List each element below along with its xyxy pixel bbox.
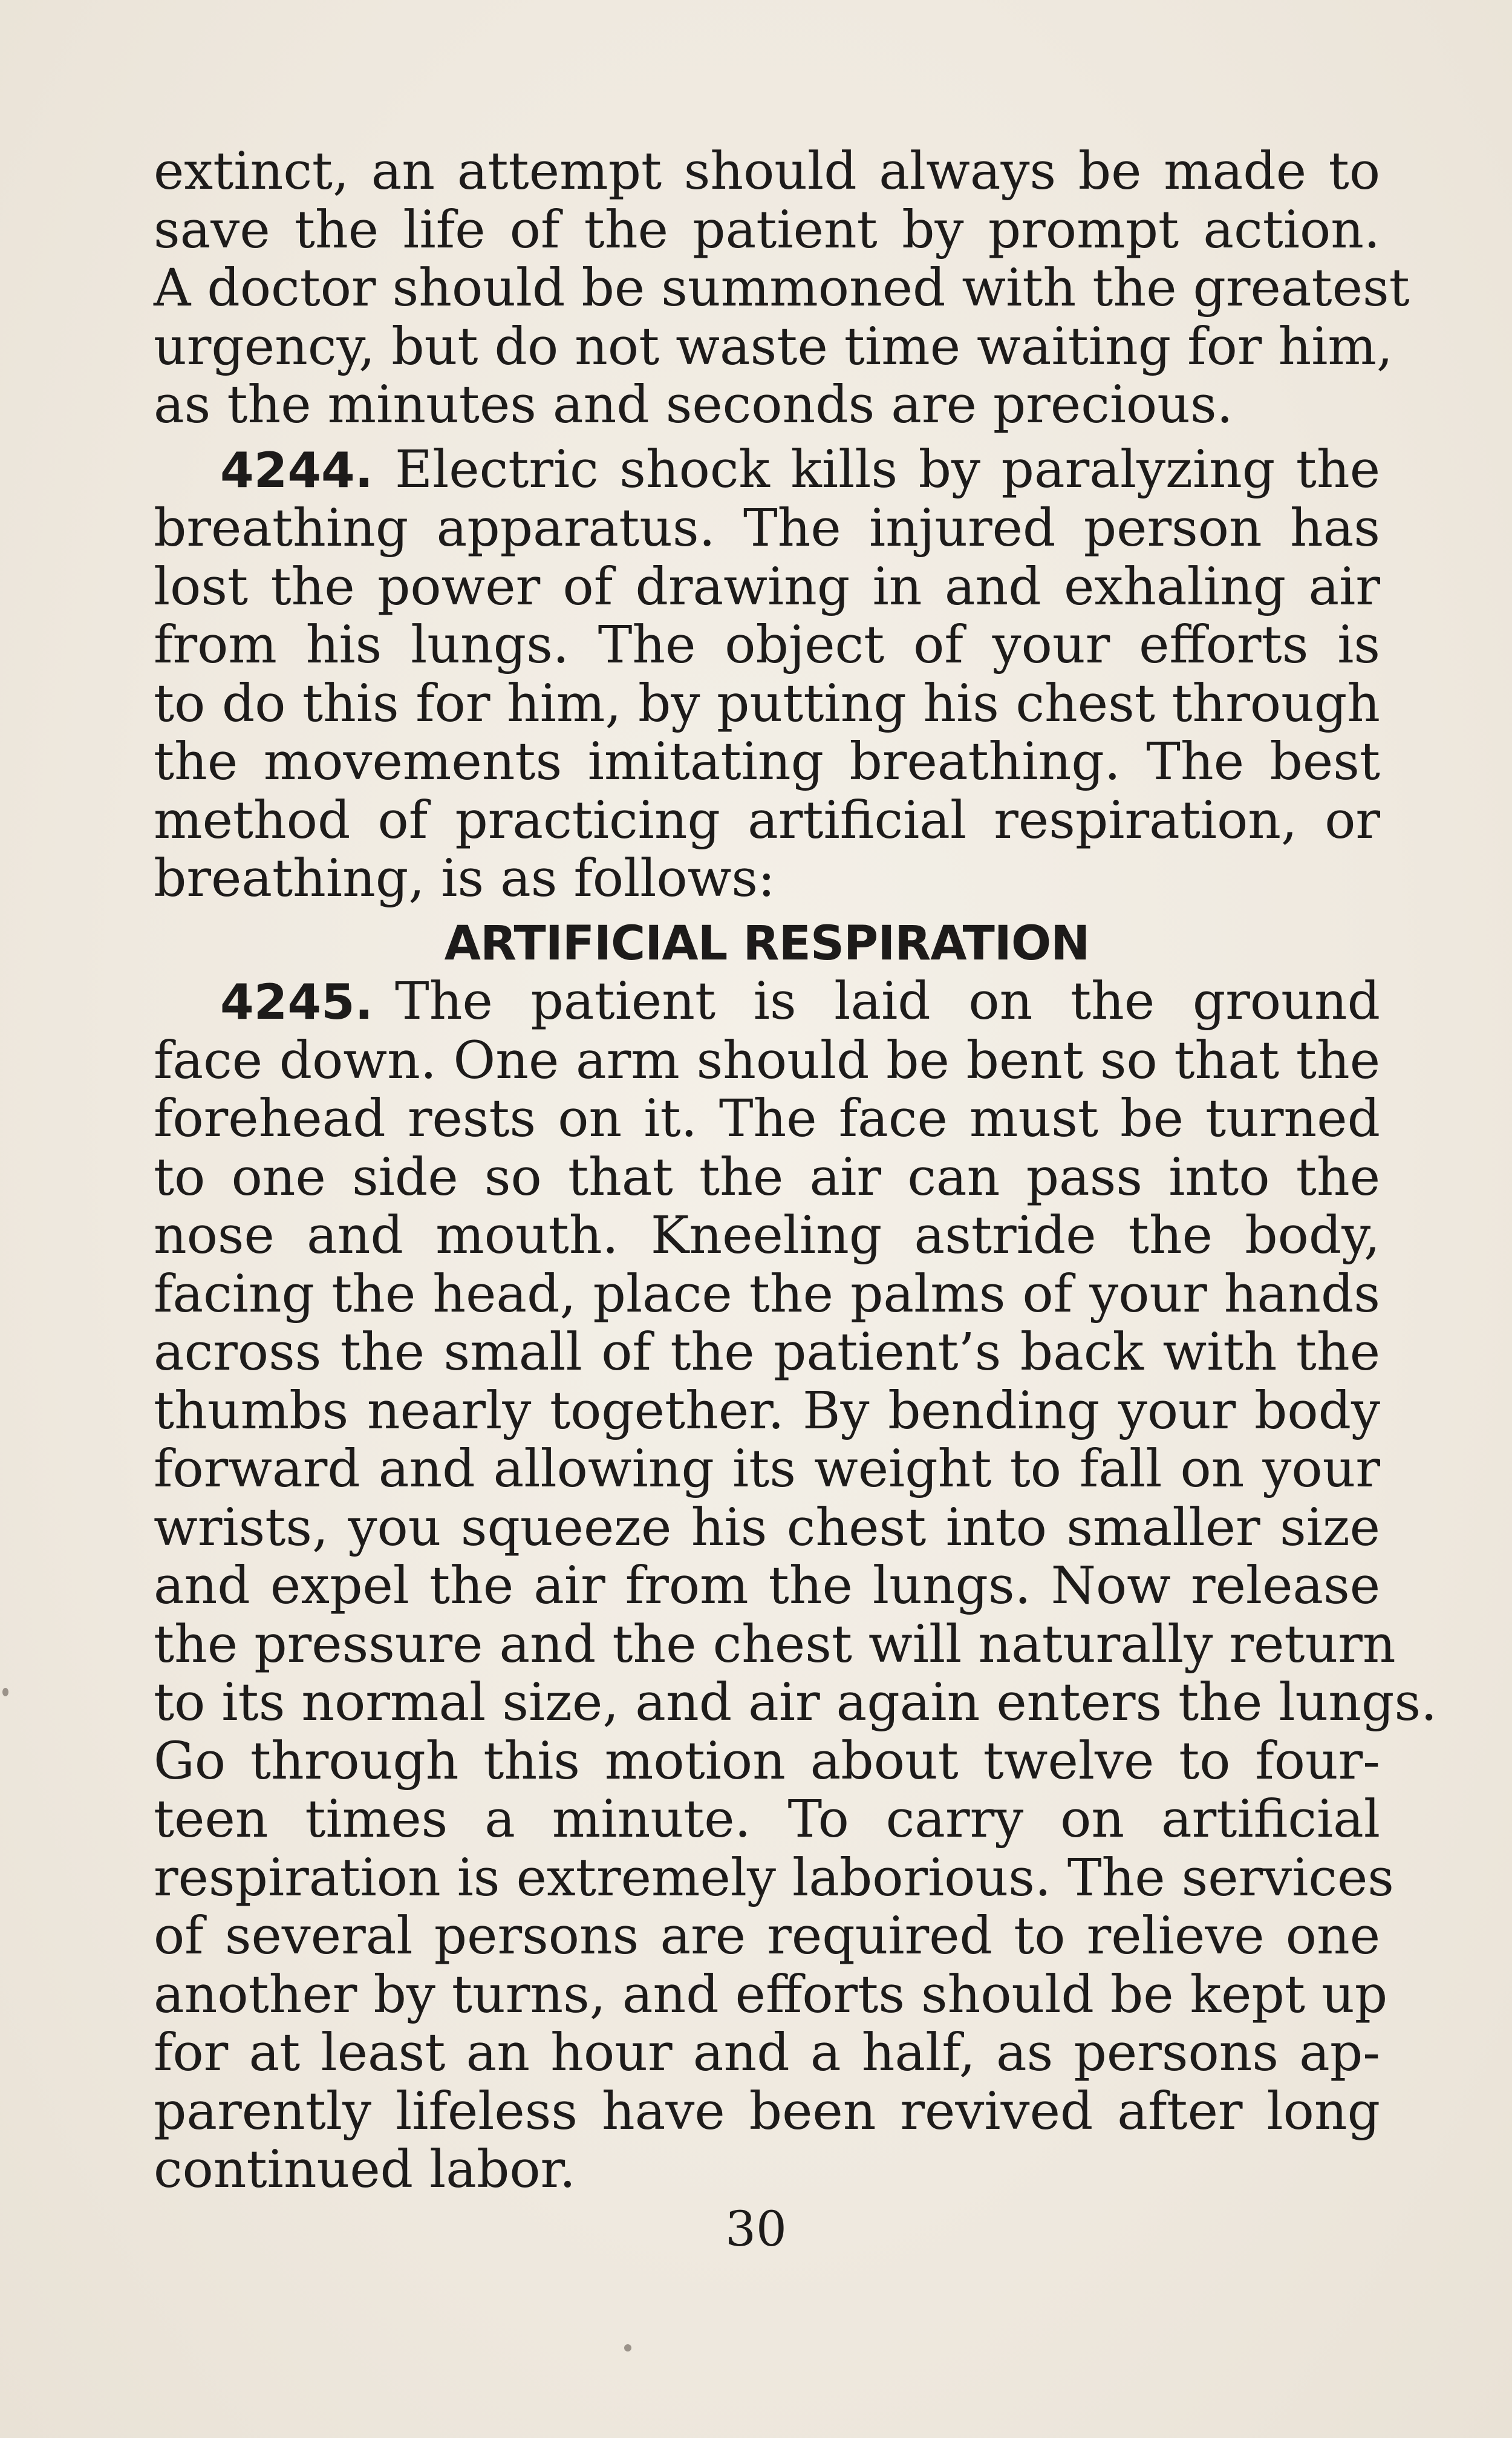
- text-line: lost the power of drawing in and exhaling air: [154, 557, 1380, 617]
- text-line: teen times a minute. To carry on artificial: [154, 1789, 1380, 1849]
- text-line: to its normal size, and air again enters the lungs.: [154, 1673, 1438, 1733]
- paragraph-number: 4244.: [220, 442, 374, 498]
- text-line: wrists, you squeeze his chest into smaller size: [154, 1497, 1380, 1558]
- text-line: to one side so that the air can pass into the: [154, 1147, 1380, 1208]
- text-line: of several persons are required to relieve one: [154, 1906, 1380, 1966]
- text-line: forehead rests on it. The face must be turned: [154, 1089, 1380, 1149]
- text-line: from his lungs. The object of your efforts is: [154, 615, 1380, 675]
- text-line: the pressure and the chest will naturally return: [154, 1614, 1396, 1675]
- text-line: facing the head, place the palms of your hands: [154, 1264, 1380, 1324]
- text-line-content: The patient is laid on the ground: [395, 972, 1380, 1031]
- text-line: another by turns, and efforts should be kept up: [154, 1964, 1388, 2025]
- paragraph-intro: [154, 142, 1410, 435]
- paper-speck: [624, 2344, 631, 2351]
- paragraph-number: 4245.: [220, 974, 374, 1030]
- text-line: breathing apparatus. The injured person has: [154, 498, 1380, 558]
- text-line: and expel the air from the lungs. Now release: [154, 1556, 1380, 1616]
- text-line: as the minutes and seconds are precious.: [154, 375, 1233, 435]
- text-line: [154, 973, 1380, 1032]
- text-line: save the life of the patient by prompt action.: [154, 200, 1380, 260]
- text-line: across the small of the patient’s back with the: [154, 1322, 1380, 1382]
- text-line: extinct, an attempt should always be made to: [154, 142, 1380, 201]
- page-number: 30: [725, 2201, 787, 2257]
- text-line: for at least an hour and a half, as persons ap-: [154, 2023, 1380, 2083]
- text-line: continued labor.: [154, 2140, 576, 2200]
- text-line: parently lifeless have been revived after long: [154, 2081, 1380, 2142]
- text-column: [154, 142, 1438, 2200]
- text-line: A doctor should be summoned with the greatest: [154, 258, 1410, 318]
- text-line: nose and mouth. Kneeling astride the body,: [154, 1206, 1380, 1266]
- text-line: thumbs nearly together. By bending your body: [154, 1381, 1380, 1441]
- paragraph-4244: [154, 441, 1380, 909]
- text-line: face down. One arm should be bent so that the: [154, 1030, 1380, 1091]
- text-line: forward and allowing its weight to fall on your: [154, 1439, 1380, 1499]
- section-heading: ARTIFICIAL RESPIRATION: [444, 916, 1090, 971]
- text-line: method of practicing artificial respiration, or: [154, 790, 1380, 851]
- text-line: urgency, but do not waste time waiting for him,: [154, 316, 1393, 377]
- text-line: breathing, is as follows:: [154, 849, 775, 909]
- text-line: Go through this motion about twelve to four-: [154, 1731, 1380, 1791]
- paragraph-4245: [154, 972, 1438, 2200]
- paragraph-gap: [154, 909, 1380, 915]
- text-line: respiration is extremely laborious. The services: [154, 1848, 1394, 1908]
- text-line: to do this for him, by putting his chest through: [154, 673, 1380, 734]
- paper-speck: [2, 1688, 8, 1696]
- text-line: [154, 441, 1380, 500]
- text-line-content: Electric shock kills by paralyzing the: [395, 439, 1380, 500]
- text-line: the movements imitating breathing. The best: [154, 732, 1380, 792]
